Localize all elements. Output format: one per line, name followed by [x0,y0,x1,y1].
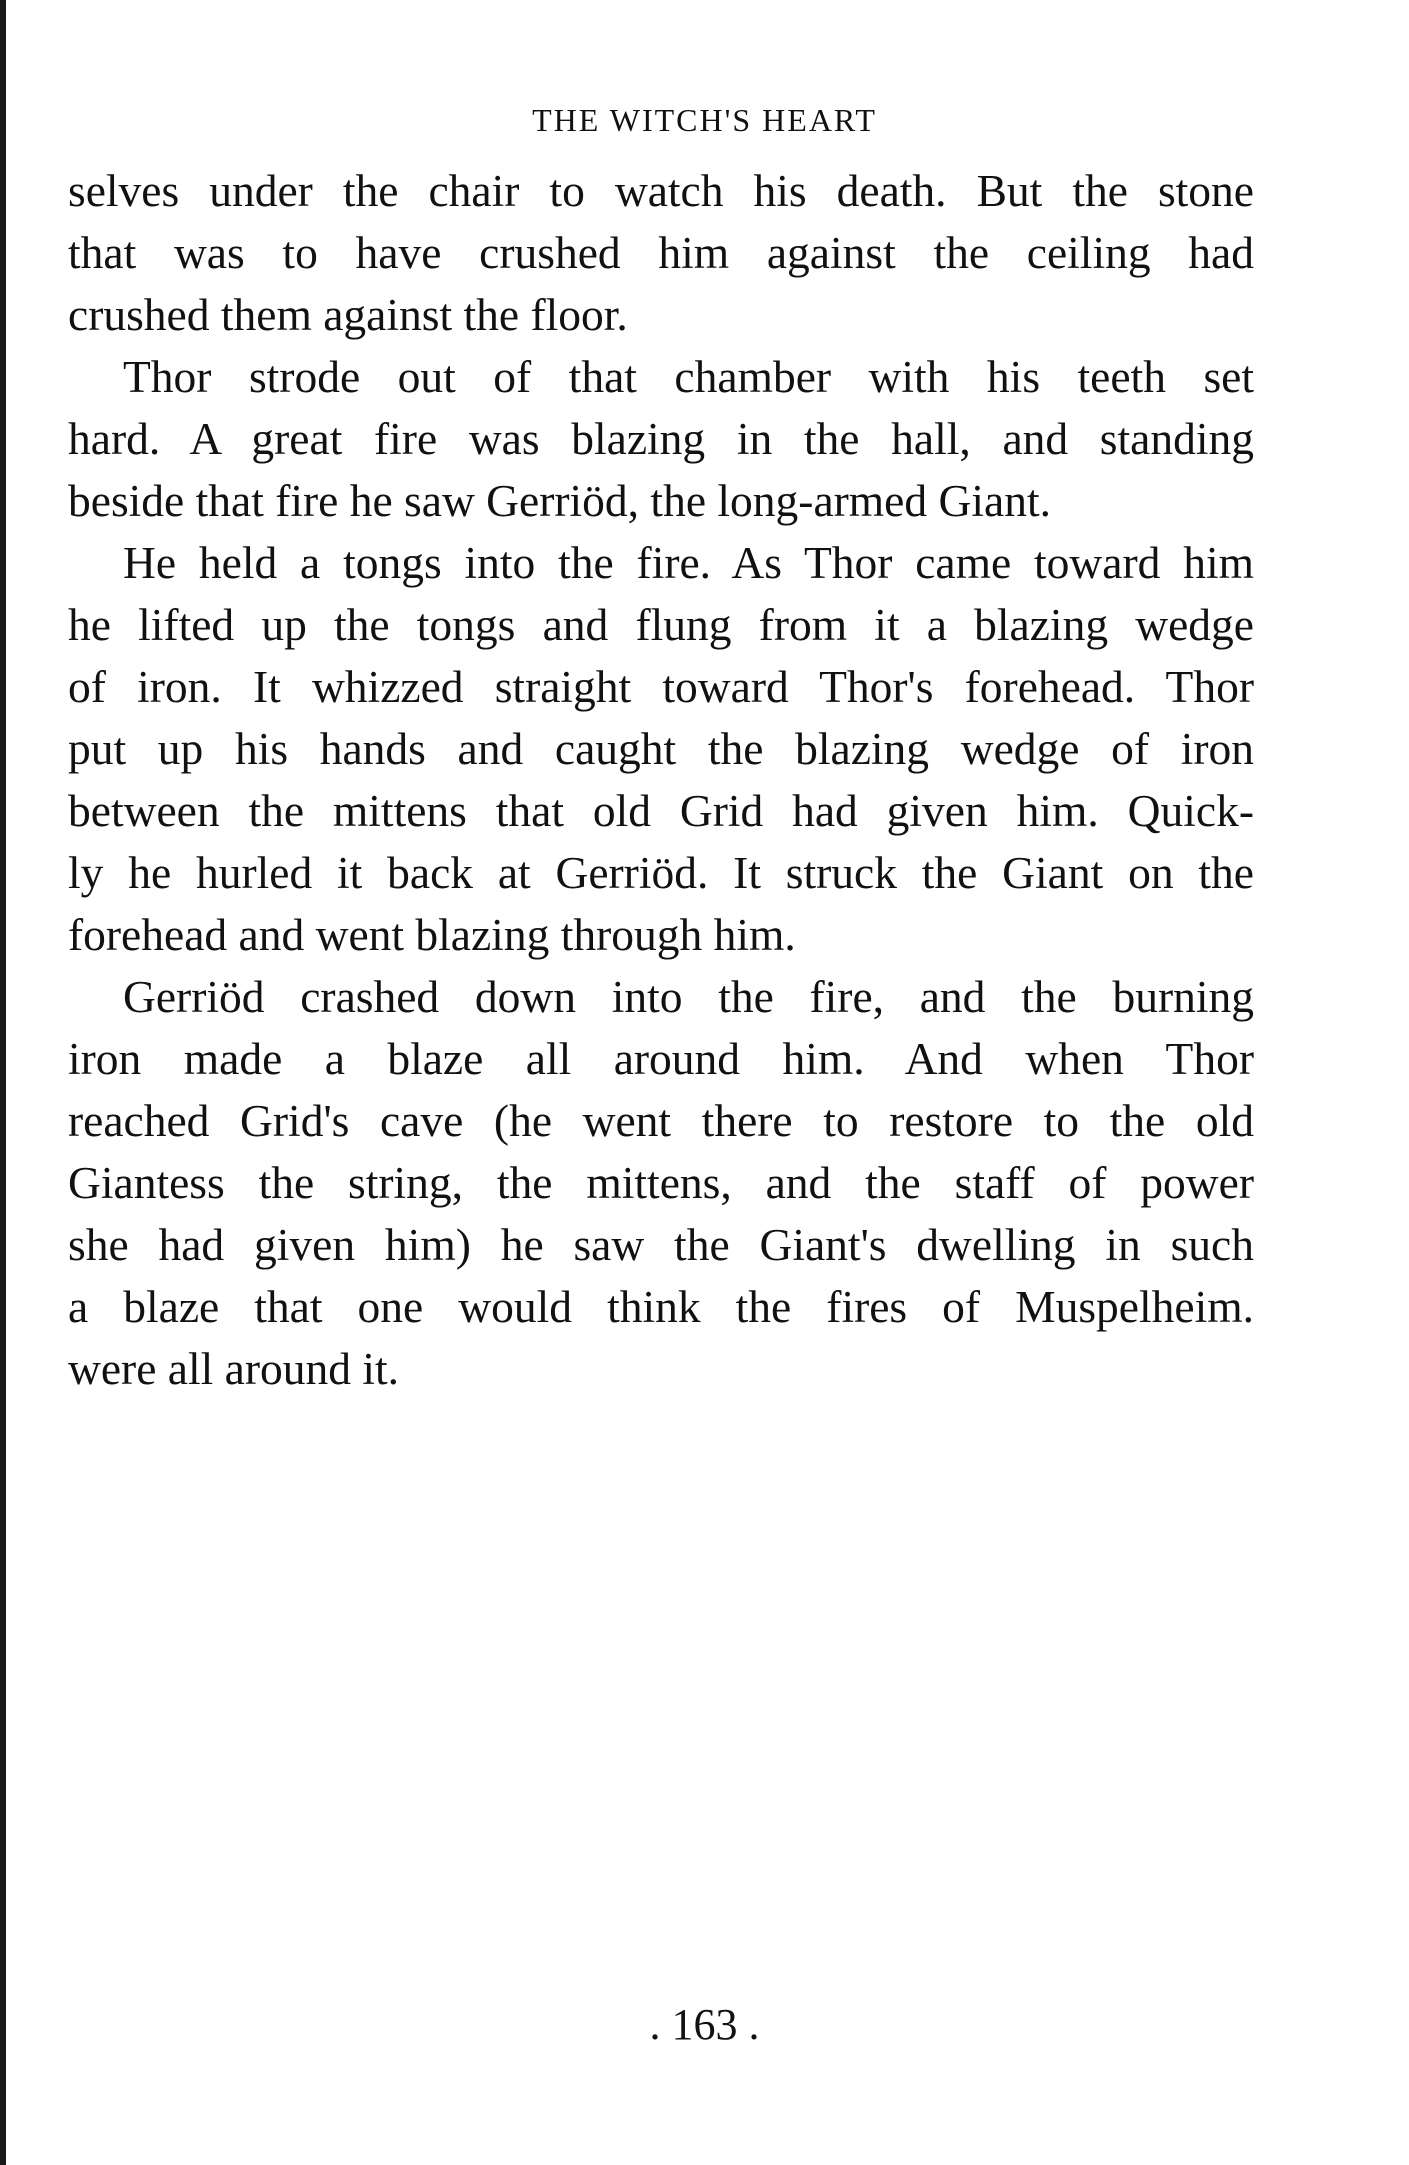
text-line: Giantess the string, the mittens, and the staff of power [68,1157,1254,1208]
text-line: that was to have crushed him against the ceiling had [68,227,1254,278]
page-number: . 163 . [649,2000,760,2049]
text-line: were all around it. [68,1343,400,1394]
body-text [68,160,1254,1400]
text-line: between the mittens that old Grid had given him. Quick- [68,785,1254,836]
text-line: a blaze that one would think the fires of Muspelheim. [68,1281,1254,1332]
text-line: she had given him) he saw the Giant's dwelling in such [68,1219,1254,1270]
text-line: iron made a blaze all around him. And when Thor [68,1033,1254,1084]
text-line: Gerriöd crashed down into the fire, and the burning [123,971,1254,1022]
text-line: selves under the chair to watch his death. But the stone [68,165,1254,216]
text-line: reached Grid's cave (he went there to restore to the old [68,1095,1254,1146]
text-line: Thor strode out of that chamber with his teeth set [123,351,1254,402]
text-line: He held a tongs into the fire. As Thor came toward him [123,537,1254,588]
text-line: he lifted up the tongs and flung from it a blazing wedge [68,599,1254,650]
text-line: crushed them against the floor. [68,289,628,340]
text-line: beside that fire he saw Gerriöd, the long-armed Giant. [68,475,1051,526]
running-head: THE WITCH'S HEART [532,102,877,138]
text-line: of iron. It whizzed straight toward Thor's forehead. Thor [68,661,1254,712]
text-line: ly he hurled it back at Gerriöd. It struck the Giant on the [68,847,1254,898]
page-spine-edge [0,0,6,2165]
text-line: forehead and went blazing through him. [68,909,796,960]
text-line: hard. A great fire was blazing in the hall, and standing [68,413,1254,464]
text-line: put up his hands and caught the blazing wedge of iron [68,723,1254,774]
